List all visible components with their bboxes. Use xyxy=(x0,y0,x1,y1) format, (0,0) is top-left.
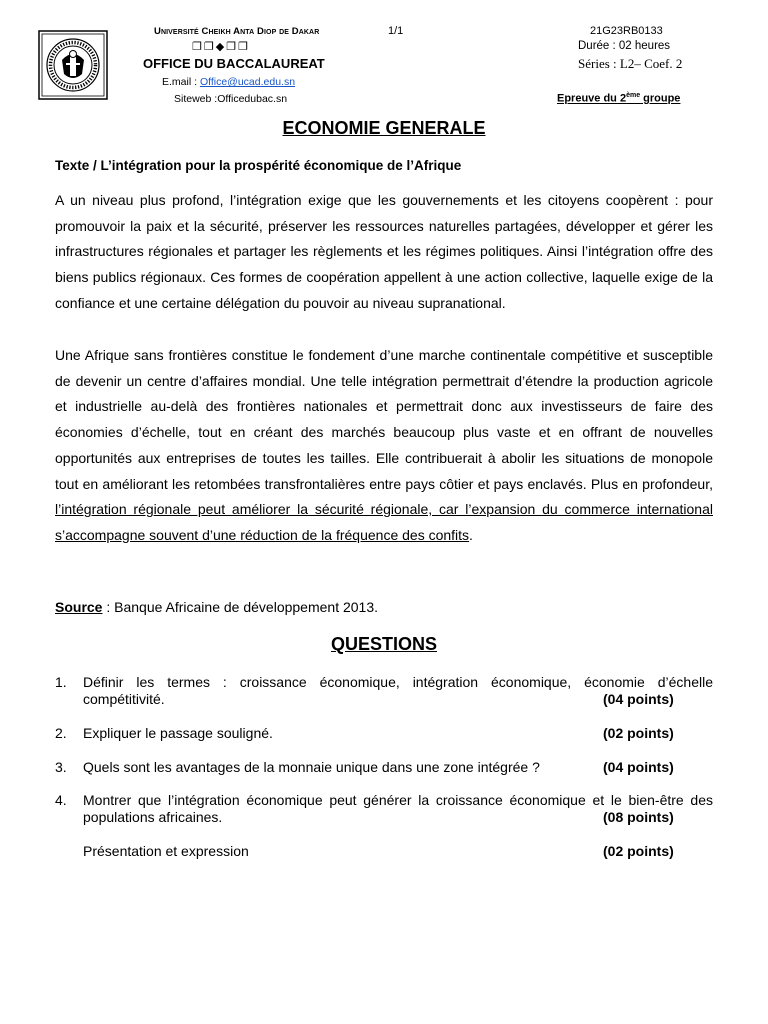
ornament-separator: ❐❐◆❐❐ xyxy=(192,41,250,53)
paragraph-2 xyxy=(55,343,713,549)
exam-group-suffix: groupe xyxy=(640,92,681,105)
email-label: E.mail : xyxy=(162,76,200,88)
presentation-points: (02 points) xyxy=(603,843,674,859)
exam-duration: Durée : 02 heures xyxy=(578,40,671,52)
office-name: OFFICE DU BACCALAUREAT xyxy=(143,56,325,71)
source-line xyxy=(55,599,378,615)
website-line: Siteweb :Officedubac.sn xyxy=(174,93,288,105)
question-3-number: 3. xyxy=(55,759,67,775)
exam-group-superscript: ème xyxy=(626,92,641,99)
question-2-number: 2. xyxy=(55,725,67,741)
question-3-points: (04 points) xyxy=(603,759,674,775)
exam-group xyxy=(557,92,680,105)
page-title-wrap xyxy=(0,118,768,139)
paragraph-2-end: . xyxy=(469,526,473,543)
text-title: Texte / L’intégration pour la prospérité économique de l’Afrique xyxy=(55,158,462,173)
source-text: : Banque Africaine de développement 2013. xyxy=(102,599,379,615)
underlined-passage: l’intégration régionale peut améliorer la sécurité régionale, car l’expansion du commerce international s’accompagne souvent d’une réduction de la fréquence des confits xyxy=(55,501,713,543)
page-title: ECONOMIE GENERALE xyxy=(282,118,486,138)
question-4-text: Montrer que l’intégration économique peut générer la croissance économique et le bien-être des populations africaines. xyxy=(83,792,713,825)
page-number: 1/1 xyxy=(388,25,404,37)
exam-series: Séries : L2– Coef. 2 xyxy=(578,56,683,71)
question-2-text: Expliquer le passage souligné. xyxy=(83,725,273,741)
question-1-text: Définir les termes : croissance économique, intégration économique, économie d’échelle compétitivité. xyxy=(83,674,713,707)
paragraph-1: A un niveau plus profond, l’intégration exige que les gouvernements et les citoyens coopèrent : pour promouvoir la paix et la sécurité, préserver les ressources naturelles partagées, développer et gérer les infrastructures régionales et partager les règlements et les régimes politiques. Ainsi l’intégration offre des biens publics régionaux. Ces formes de coopération appellent à une action collective, laquelle exige de la confiance et une certaine délégation du pouvoir au niveau supranational. xyxy=(55,192,713,311)
questions-title-wrap xyxy=(0,634,768,655)
university-name: Université Cheikh Anta Diop de Dakar xyxy=(154,26,320,37)
question-4-points: (08 points) xyxy=(603,809,674,825)
email-link[interactable]: Office@ucad.edu.sn xyxy=(199,76,296,88)
questions-title: QUESTIONS xyxy=(330,634,437,654)
question-1-number: 1. xyxy=(55,674,67,690)
question-3-text: Quels sont les avantages de la monnaie unique dans une zone intégrée ? xyxy=(83,759,540,775)
exam-code: 21G23RB0133 xyxy=(590,25,663,37)
presentation-text: Présentation et expression xyxy=(83,843,249,859)
university-seal-logo xyxy=(38,30,108,100)
source-label: Source xyxy=(55,599,103,615)
question-2-points: (02 points) xyxy=(603,725,674,741)
question-1-points: (04 points) xyxy=(603,691,674,707)
exam-group-prefix: Epreuve du 2 xyxy=(557,92,627,105)
question-4-number: 4. xyxy=(55,792,67,808)
paragraph-2-start: Une Afrique sans frontières constitue le fondement d’une marche continentale compétitive et susceptible de devenir un centre d’affaires mondial. Une telle intégration permettrait d’étendre la production agricole et industrielle au-delà des frontières nationales et permettrait donc aux investisseurs de faire des économies d’échelle, tout en créant des marchés beaucoup plus vaste et en offrant de nouvelles opportunités aux entreprises de toutes les tailles. Elle contribuerait à abolir les situations de monopole tout en améliorant les retombées transfrontalières entre pays côtier et pays enclavés. Plus en profondeur, xyxy=(55,347,713,492)
email-line xyxy=(162,76,295,88)
